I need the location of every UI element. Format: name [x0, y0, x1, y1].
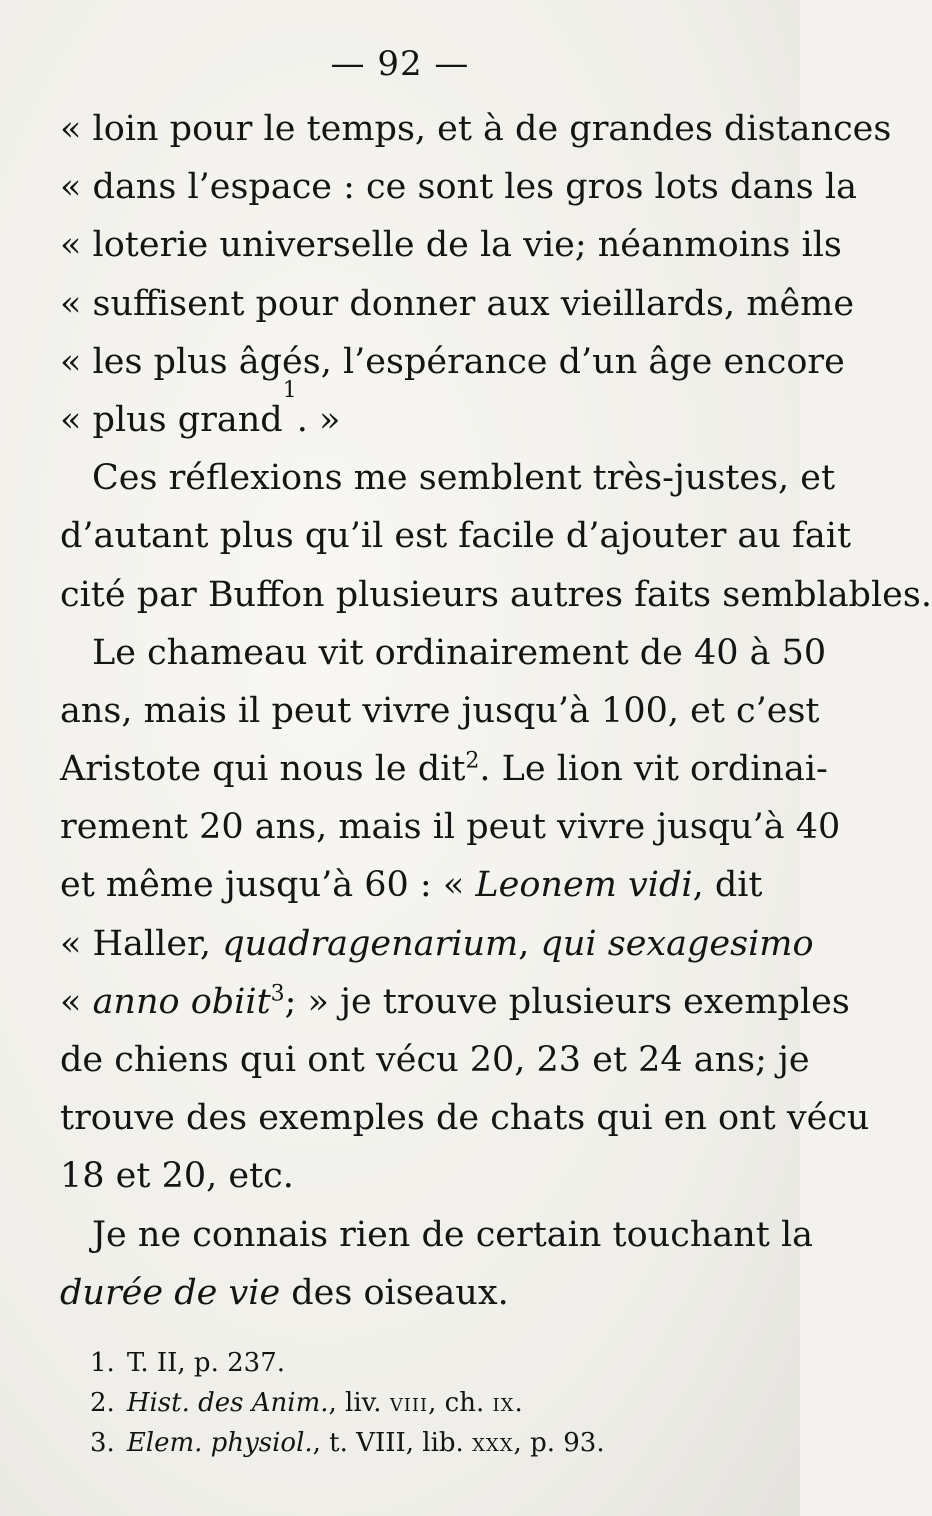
text-line — [60, 1206, 814, 1264]
text-line-content: des oiseaux. — [280, 1272, 509, 1313]
footnote-text: xxx — [472, 1428, 514, 1458]
footnotes — [90, 1343, 710, 1463]
text-line-content: « loin pour le temps, et à de grandes distances — [60, 109, 892, 149]
text-fragment: . Le lion vit ordinai- — [479, 749, 828, 790]
footnote-text: , ch. — [428, 1388, 493, 1418]
footnote-1 — [90, 1343, 710, 1383]
text-line — [60, 449, 836, 507]
footnote-number: 3. — [90, 1428, 115, 1458]
text-line-content: rement 20 ans, mais il peut vivre jusqu’à 40 — [60, 807, 841, 848]
text-line-content — [60, 856, 762, 914]
footnote-text: ix — [492, 1388, 515, 1418]
text-line-content: ans, mais il peut vivre jusqu’à 100, et c’est — [60, 690, 820, 731]
text-fragment: « Haller, — [60, 923, 212, 964]
text-line — [60, 624, 827, 682]
text-line-content — [60, 740, 828, 798]
footnote-3 — [90, 1423, 710, 1463]
text-line — [60, 798, 841, 856]
footnote-title: Elem. physiol. — [126, 1428, 313, 1458]
text-line — [60, 856, 763, 914]
footnote-text: , p. 93. — [513, 1428, 605, 1458]
text-line-content: « les plus âgés, l’espérance d’un âge encore — [60, 341, 845, 382]
footnote-number: 1. — [90, 1348, 115, 1378]
footnote-text: viii — [389, 1388, 429, 1418]
text-line-content: Le chameau vit ordinairement de 40 à 50 — [92, 632, 827, 673]
text-line-content — [60, 973, 850, 1031]
text-line-content: trouve des exemples de chats qui en ont vécu — [60, 1098, 870, 1139]
text-line-content: « loterie universelle de la vie; néanmoins ils — [60, 225, 842, 266]
text-line — [60, 333, 845, 391]
latin-quote: qui sexagesimo — [540, 923, 814, 964]
text-line-content: Je ne connais rien de certain touchant la — [92, 1214, 814, 1255]
body-text — [60, 100, 932, 1322]
text-line-content: Ces réflexions me semblent très-justes, et — [92, 458, 836, 499]
text-line — [60, 1089, 870, 1147]
text-line — [60, 158, 857, 216]
text-line-content: cité par Buffon plusieurs autres faits semblables. — [60, 574, 932, 615]
footnote-ref: 2 — [465, 748, 480, 774]
text-line — [60, 682, 820, 740]
text-fragment: , — [518, 923, 530, 964]
text-line-content: d’autant plus qu’il est facile d’ajouter au fait — [60, 516, 852, 557]
text-line-content: de chiens qui ont vécu 20, 23 et 24 ans; je — [60, 1040, 810, 1080]
text-line — [60, 377, 760, 449]
text-line — [60, 507, 852, 565]
latin-quote: anno obiit — [92, 981, 271, 1022]
latin-quote: quadragenarium — [222, 923, 519, 964]
text-line — [60, 740, 828, 798]
footnote-text: T. II, p. 237. — [126, 1348, 285, 1378]
text-line-content: . » — [296, 399, 341, 440]
text-line-content: « suffisent pour donner aux vieillards, même — [60, 283, 855, 324]
text-fragment: « — [60, 981, 82, 1022]
footnote-ref: 1 — [282, 377, 297, 403]
footnote-text: , t. VIII, lib. — [312, 1428, 473, 1458]
text-line-content: « dans l’espace : ce sont les gros lots dans la — [60, 167, 857, 208]
text-fragment: ; » je trouve plusieurs exemples — [284, 981, 850, 1022]
text-line — [60, 915, 814, 973]
footnote-number: 2. — [90, 1388, 115, 1418]
text-line — [60, 1031, 810, 1089]
footnote-text: . — [514, 1388, 523, 1418]
text-fragment: Aristote qui nous le dit — [60, 749, 466, 790]
text-line-content — [60, 915, 814, 973]
footnote-ref: 3 — [270, 981, 285, 1007]
text-line-content: 18 et 20, etc. — [60, 1156, 294, 1197]
text-line — [60, 973, 850, 1031]
latin-quote: Leonem vidi — [475, 865, 693, 906]
text-fragment: , dit — [692, 865, 763, 906]
text-line — [60, 566, 932, 624]
page-number: — 92 — — [330, 44, 470, 84]
text-line — [60, 275, 855, 333]
text-emphasis: durée de vie — [60, 1272, 281, 1313]
footnote-title: Hist. des Anim. — [126, 1388, 329, 1418]
text-fragment: et même jusqu’à 60 : « — [60, 865, 465, 906]
footnote-text: , liv. — [328, 1388, 390, 1418]
text-line — [60, 1147, 760, 1205]
text-line — [60, 100, 892, 158]
footnote-2 — [90, 1383, 710, 1423]
text-line — [60, 216, 842, 274]
text-line — [60, 1264, 760, 1322]
text-line-content: « plus grand — [60, 399, 283, 440]
